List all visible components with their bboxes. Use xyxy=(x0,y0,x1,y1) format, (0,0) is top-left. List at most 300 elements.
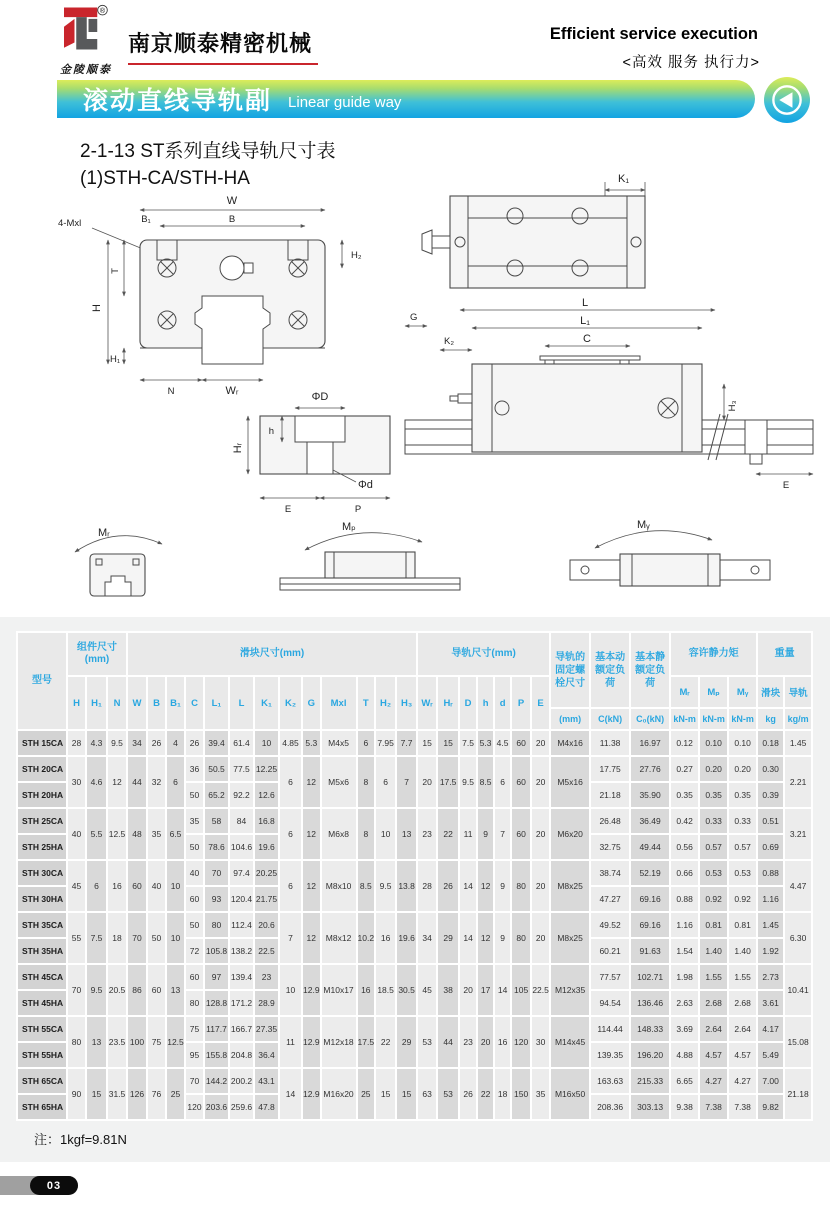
spec-cell: 49.52 xyxy=(591,913,629,937)
spec-cell: 20 xyxy=(532,757,549,807)
spec-cell: 303.13 xyxy=(631,1095,669,1119)
spec-cell: 23 xyxy=(418,809,436,859)
spec-cell: M6x8 xyxy=(322,809,356,859)
spec-cell: 215.33 xyxy=(631,1069,669,1093)
dim-label-n: N xyxy=(167,386,175,397)
spec-cell: 91.63 xyxy=(631,939,669,963)
spec-cell: 7.38 xyxy=(700,1095,727,1119)
dim-label-h: H xyxy=(91,304,103,312)
column-header: 型号 xyxy=(18,633,66,729)
banner-title-cn: 滚动直线导轨副 xyxy=(83,87,273,115)
spec-cell: 7.5 xyxy=(87,913,106,963)
spec-cell: 94.54 xyxy=(591,991,629,1015)
spec-cell: 80 xyxy=(512,861,530,911)
table-row xyxy=(18,965,811,989)
spec-cell: 26.48 xyxy=(591,809,629,833)
spec-cell: 1.45 xyxy=(758,913,783,937)
spec-cell: 53 xyxy=(418,1017,436,1067)
spec-cell: 12.25 xyxy=(255,757,278,781)
spec-cell: 34 xyxy=(128,731,146,755)
spec-cell: 9.38 xyxy=(671,1095,698,1119)
spec-cell: 28.9 xyxy=(255,991,278,1015)
spec-cell: 12.5 xyxy=(167,1017,184,1067)
spec-cell: 1.55 xyxy=(729,965,756,989)
spec-cell: 4 xyxy=(167,731,184,755)
section-banner xyxy=(57,80,755,118)
spec-cell: 21.18 xyxy=(591,783,629,807)
spec-panel xyxy=(0,617,830,1162)
spec-cell: 4.88 xyxy=(671,1043,698,1067)
spec-cell: 2.64 xyxy=(729,1017,756,1041)
spec-cell: 7.00 xyxy=(758,1069,783,1093)
spec-cell: 0.53 xyxy=(700,861,727,885)
spec-cell: 50 xyxy=(186,783,203,807)
spec-cell: 21.75 xyxy=(255,887,278,911)
spec-cell: 15 xyxy=(438,731,458,755)
spec-cell: 75 xyxy=(148,1017,165,1067)
column-group: 重量 xyxy=(758,633,811,675)
table-row xyxy=(18,757,811,781)
spec-cell: 0.12 xyxy=(671,731,698,755)
spec-cell: 0.33 xyxy=(700,809,727,833)
spec-cell: 0.39 xyxy=(758,783,783,807)
spec-cell: 77.5 xyxy=(230,757,253,781)
column-header: L xyxy=(230,677,253,729)
column-header: Wᵣ xyxy=(418,677,436,729)
model-cell: STH 35CA xyxy=(18,913,66,937)
spec-cell: 5.3 xyxy=(478,731,493,755)
model-cell: STH 45CA xyxy=(18,965,66,989)
spec-cell: 105 xyxy=(512,965,530,1015)
spec-cell: 60 xyxy=(512,809,530,859)
spec-cell: 6.30 xyxy=(785,913,811,963)
spec-cell: 23 xyxy=(255,965,278,989)
spec-cell: 78.6 xyxy=(205,835,228,859)
spec-cell: 20.6 xyxy=(255,913,278,937)
unit-header: C(kN) xyxy=(591,709,629,729)
spec-cell: 11 xyxy=(460,809,476,859)
spec-cell: 0.20 xyxy=(700,757,727,781)
spec-cell: 1.45 xyxy=(785,731,811,755)
spec-cell: 20 xyxy=(460,965,476,1015)
spec-cell: 0.35 xyxy=(671,783,698,807)
spec-cell: 43.1 xyxy=(255,1069,278,1093)
spec-cell: M10x17 xyxy=(322,965,356,1015)
spec-cell: 1.40 xyxy=(729,939,756,963)
spec-cell: 14 xyxy=(495,965,510,1015)
company-name: 南京顺泰精密机械 xyxy=(128,27,318,65)
spec-cell: 136.46 xyxy=(631,991,669,1015)
spec-cell: 10 xyxy=(376,809,395,859)
company-logo-icon xyxy=(54,4,116,60)
spec-cell: 20.5 xyxy=(108,965,126,1015)
column-header: d xyxy=(495,677,510,729)
spec-cell: M8x12 xyxy=(322,913,356,963)
spec-cell: 166.7 xyxy=(230,1017,253,1041)
model-cell: STH 20CA xyxy=(18,757,66,781)
spec-cell: 204.8 xyxy=(230,1043,253,1067)
column-header: H₁ xyxy=(87,677,106,729)
spec-cell: 13 xyxy=(87,1017,106,1067)
column-header: B₁ xyxy=(167,677,184,729)
spec-cell: M14x45 xyxy=(551,1017,589,1067)
spec-cell: 76 xyxy=(148,1069,165,1119)
spec-cell: 38.74 xyxy=(591,861,629,885)
spec-cell: 6 xyxy=(376,757,395,807)
spec-cell: 0.92 xyxy=(729,887,756,911)
spec-cell: M4x16 xyxy=(551,731,589,755)
spec-cell: 117.7 xyxy=(205,1017,228,1041)
spec-cell: 4.27 xyxy=(700,1069,727,1093)
column-header: Mₚ xyxy=(700,677,727,707)
spec-cell: 16 xyxy=(376,913,395,963)
spec-cell: 0.51 xyxy=(758,809,783,833)
column-header: K₁ xyxy=(255,677,278,729)
spec-cell: 13.8 xyxy=(397,861,416,911)
spec-cell: 7.7 xyxy=(397,731,416,755)
spec-cell: 22.5 xyxy=(255,939,278,963)
spec-cell: 15 xyxy=(376,1069,395,1119)
spec-cell: 53 xyxy=(438,1069,458,1119)
spec-cell: 3.69 xyxy=(671,1017,698,1041)
moment-label-mr: Mᵣ xyxy=(98,527,110,539)
model-cell: STH 65HA xyxy=(18,1095,66,1119)
spec-cell: 19.6 xyxy=(397,913,416,963)
back-arrow-icon xyxy=(767,80,807,120)
spec-cell: 0.42 xyxy=(671,809,698,833)
spec-cell: 49.44 xyxy=(631,835,669,859)
column-group: 组件尺寸(mm) xyxy=(68,633,126,675)
spec-cell: 4.57 xyxy=(729,1043,756,1067)
spec-cell: 60 xyxy=(512,757,530,807)
spec-cell: 5.3 xyxy=(303,731,320,755)
unit-header: C₀(kN) xyxy=(631,709,669,729)
spec-cell: 26 xyxy=(438,861,458,911)
spec-cell: 0.57 xyxy=(729,835,756,859)
spec-cell: 120 xyxy=(186,1095,203,1119)
model-cell: STH 15CA xyxy=(18,731,66,755)
column-group: 基本静额定负荷 xyxy=(631,633,669,707)
spec-cell: 12.9 xyxy=(303,1069,320,1119)
unit-header: kN-m xyxy=(729,709,756,729)
column-header: P xyxy=(512,677,530,729)
spec-cell: 75 xyxy=(186,1017,203,1041)
spec-cell: 44 xyxy=(128,757,146,807)
spec-cell: 97.4 xyxy=(230,861,253,885)
spec-cell: 126 xyxy=(128,1069,146,1119)
spec-cell: 0.18 xyxy=(758,731,783,755)
spec-cell: 70 xyxy=(205,861,228,885)
spec-cell: 50 xyxy=(186,913,203,937)
spec-cell: 6.65 xyxy=(671,1069,698,1093)
column-group: 导轨的固定螺栓尺寸 xyxy=(551,633,589,707)
section-title: 2-1-13 ST系列直线导轨尺寸表 xyxy=(80,141,336,162)
spec-table-body xyxy=(18,731,811,1119)
model-cell: STH 45HA xyxy=(18,991,66,1015)
spec-cell: 15 xyxy=(418,731,436,755)
spec-cell: 259.6 xyxy=(230,1095,253,1119)
spec-cell: 20 xyxy=(418,757,436,807)
model-cell: STH 30CA xyxy=(18,861,66,885)
spec-cell: 7.5 xyxy=(460,731,476,755)
spec-cell: M5x16 xyxy=(551,757,589,807)
spec-cell: 36 xyxy=(186,757,203,781)
slogan-en: Efficient service execution xyxy=(549,25,758,43)
spec-cell: 35 xyxy=(148,809,165,859)
spec-cell: 80 xyxy=(186,991,203,1015)
table-row xyxy=(18,913,811,937)
page-number-bar xyxy=(0,1176,78,1195)
moment-label-my: Mᵧ xyxy=(637,519,650,531)
logo-caption: 金陵顺泰 xyxy=(60,64,112,76)
spec-cell: 48 xyxy=(128,809,146,859)
spec-cell: 16.8 xyxy=(255,809,278,833)
column-group: 基本动额定负荷 xyxy=(591,633,629,707)
spec-cell: 112.4 xyxy=(230,913,253,937)
spec-cell: 13 xyxy=(397,809,416,859)
spec-cell: 95 xyxy=(186,1043,203,1067)
model-cell: STH 30HA xyxy=(18,887,66,911)
spec-cell: 60 xyxy=(186,887,203,911)
spec-cell: 18 xyxy=(108,913,126,963)
spec-cell: 0.33 xyxy=(729,809,756,833)
spec-cell: 35 xyxy=(186,809,203,833)
spec-cell: 163.63 xyxy=(591,1069,629,1093)
spec-cell: 45 xyxy=(418,965,436,1015)
spec-cell: 39.4 xyxy=(205,731,228,755)
spec-cell: 60.21 xyxy=(591,939,629,963)
spec-cell: 47.27 xyxy=(591,887,629,911)
spec-cell: 104.6 xyxy=(230,835,253,859)
spec-cell: 77.57 xyxy=(591,965,629,989)
column-header: W xyxy=(128,677,146,729)
spec-cell: 40 xyxy=(186,861,203,885)
unit-header: kg xyxy=(758,709,783,729)
spec-cell: 150 xyxy=(512,1069,530,1119)
column-header: Mᵧ xyxy=(729,677,756,707)
unit-header: kN-m xyxy=(700,709,727,729)
spec-cell: 10 xyxy=(167,861,184,911)
spec-cell: 35.90 xyxy=(631,783,669,807)
spec-cell: 9.5 xyxy=(87,965,106,1015)
spec-cell: 8.5 xyxy=(478,757,493,807)
spec-cell: 45 xyxy=(68,861,85,911)
spec-cell: 32 xyxy=(148,757,165,807)
spec-cell: 12.5 xyxy=(108,809,126,859)
spec-cell: 200.2 xyxy=(230,1069,253,1093)
spec-cell: 8 xyxy=(358,809,375,859)
spec-cell: 171.2 xyxy=(230,991,253,1015)
spec-cell: 21.18 xyxy=(785,1069,811,1119)
spec-cell: 105.8 xyxy=(205,939,228,963)
registered-mark: ® xyxy=(99,7,106,15)
spec-cell: 52.19 xyxy=(631,861,669,885)
spec-cell: 4.5 xyxy=(495,731,510,755)
spec-cell: 8 xyxy=(358,757,375,807)
table-row xyxy=(18,861,811,885)
spec-cell: 3.21 xyxy=(785,809,811,859)
column-header: G xyxy=(303,677,320,729)
spec-cell: 128.8 xyxy=(205,991,228,1015)
spec-cell: 97 xyxy=(205,965,228,989)
spec-cell: 7 xyxy=(495,809,510,859)
spec-cell: 86 xyxy=(128,965,146,1015)
spec-cell: 0.56 xyxy=(671,835,698,859)
dim-label-h2: H₂ xyxy=(351,250,362,261)
spec-cell: 29 xyxy=(397,1017,416,1067)
spec-cell: 40 xyxy=(68,809,85,859)
spec-cell: 40 xyxy=(148,861,165,911)
spec-cell: 29 xyxy=(438,913,458,963)
spec-cell: 4.3 xyxy=(87,731,106,755)
spec-cell: 10.41 xyxy=(785,965,811,1015)
spec-cell: 14 xyxy=(280,1069,301,1119)
spec-cell: 18 xyxy=(495,1069,510,1119)
table-note: 注：1kgf=9.81N xyxy=(34,1132,127,1147)
spec-cell: 7.38 xyxy=(729,1095,756,1119)
spec-cell: M12x35 xyxy=(551,965,589,1015)
spec-cell: 61.4 xyxy=(230,731,253,755)
spec-cell: 120.4 xyxy=(230,887,253,911)
spec-cell: 1.16 xyxy=(758,887,783,911)
spec-cell: 12 xyxy=(478,913,493,963)
spec-cell: 20 xyxy=(532,731,549,755)
spec-cell: 16.97 xyxy=(631,731,669,755)
spec-cell: 20.25 xyxy=(255,861,278,885)
spec-cell: 10 xyxy=(255,731,278,755)
spec-cell: 9.5 xyxy=(460,757,476,807)
dim-label-g: G xyxy=(410,312,418,323)
dim-label-w: W xyxy=(226,195,238,207)
spec-cell: 6 xyxy=(358,731,375,755)
spec-cell: 0.20 xyxy=(729,757,756,781)
banner-title-en: Linear guide way xyxy=(288,93,402,111)
spec-cell: 3.61 xyxy=(758,991,783,1015)
spec-cell: 0.30 xyxy=(758,757,783,781)
spec-cell: 26 xyxy=(148,731,165,755)
spec-cell: 80 xyxy=(512,913,530,963)
spec-cell: 16 xyxy=(108,861,126,911)
slogan-cn: <高效 服务 执行力> xyxy=(622,55,760,71)
spec-cell: 23.5 xyxy=(108,1017,126,1067)
spec-cell: 17.75 xyxy=(591,757,629,781)
spec-cell: 70 xyxy=(128,913,146,963)
spec-cell: 196.20 xyxy=(631,1043,669,1067)
column-header: h xyxy=(478,677,493,729)
spec-cell: 11 xyxy=(280,1017,301,1067)
spec-cell: 93 xyxy=(205,887,228,911)
table-row xyxy=(18,731,811,755)
spec-cell: 9.5 xyxy=(376,861,395,911)
spec-cell: M16x50 xyxy=(551,1069,589,1119)
spec-cell: 0.53 xyxy=(729,861,756,885)
back-button[interactable] xyxy=(764,77,810,123)
spec-cell: 14 xyxy=(460,913,476,963)
model-cell: STH 25HA xyxy=(18,835,66,859)
column-header: Mᵣ xyxy=(671,677,698,707)
spec-cell: 11.38 xyxy=(591,731,629,755)
spec-cell: 2.63 xyxy=(671,991,698,1015)
spec-cell: 16 xyxy=(358,965,375,1015)
spec-cell: 0.35 xyxy=(700,783,727,807)
page-number: 03 xyxy=(30,1176,78,1195)
spec-cell: 26 xyxy=(186,731,203,755)
unit-header: kg/m xyxy=(785,709,811,729)
dim-label-phid: Φd xyxy=(358,479,373,491)
model-cell: STH 20HA xyxy=(18,783,66,807)
spec-cell: 203.6 xyxy=(205,1095,228,1119)
dim-label-t: T xyxy=(110,268,121,274)
spec-cell: 26 xyxy=(460,1069,476,1119)
spec-cell: 4.85 xyxy=(280,731,301,755)
spec-cell: 15 xyxy=(87,1069,106,1119)
spec-cell: M5x6 xyxy=(322,757,356,807)
spec-cell: 12.9 xyxy=(303,1017,320,1067)
spec-cell: 0.57 xyxy=(700,835,727,859)
spec-cell: 47.8 xyxy=(255,1095,278,1119)
spec-cell: 22 xyxy=(376,1017,395,1067)
column-header: T xyxy=(358,677,375,729)
dim-label-phiD: ΦD xyxy=(311,391,329,403)
spec-cell: 65.2 xyxy=(205,783,228,807)
spec-cell: M8x25 xyxy=(551,913,589,963)
dimension-diagrams xyxy=(20,168,815,615)
spec-cell: 17 xyxy=(478,965,493,1015)
spec-cell: 20 xyxy=(532,809,549,859)
spec-cell: 16 xyxy=(495,1017,510,1067)
spec-cell: 20 xyxy=(532,913,549,963)
column-header: D xyxy=(460,677,476,729)
spec-cell: 30.5 xyxy=(397,965,416,1015)
spec-cell: 60 xyxy=(186,965,203,989)
dim-label-b: B xyxy=(228,214,236,225)
spec-cell: M16x20 xyxy=(322,1069,356,1119)
spec-cell: 20 xyxy=(478,1017,493,1067)
dim-label-l: L xyxy=(581,297,589,309)
spec-cell: 9 xyxy=(495,913,510,963)
spec-cell: 70 xyxy=(68,965,85,1015)
column-header: H₂ xyxy=(376,677,395,729)
spec-cell: 139.4 xyxy=(230,965,253,989)
model-cell: STH 55CA xyxy=(18,1017,66,1041)
spec-cell: 9 xyxy=(495,861,510,911)
dim-label-e2: E xyxy=(782,480,790,491)
spec-cell: 80 xyxy=(205,913,228,937)
spec-cell: 12 xyxy=(303,861,320,911)
spec-cell: 10 xyxy=(280,965,301,1015)
model-cell: STH 35HA xyxy=(18,939,66,963)
model-cell: STH 55HA xyxy=(18,1043,66,1067)
spec-cell: 27.76 xyxy=(631,757,669,781)
spec-cell: 12 xyxy=(303,913,320,963)
spec-cell: 12 xyxy=(478,861,493,911)
spec-cell: 58 xyxy=(205,809,228,833)
spec-cell: 102.71 xyxy=(631,965,669,989)
spec-cell: 17.5 xyxy=(358,1017,375,1067)
model-cell: STH 25CA xyxy=(18,809,66,833)
spec-cell: 0.10 xyxy=(729,731,756,755)
spec-cell: 10.2 xyxy=(358,913,375,963)
column-group: 容许静力矩 xyxy=(671,633,756,675)
spec-cell: 63 xyxy=(418,1069,436,1119)
table-row xyxy=(18,1017,811,1041)
spec-cell: 17.5 xyxy=(438,757,458,807)
spec-cell: 28 xyxy=(418,861,436,911)
unit-header: (mm) xyxy=(551,709,589,729)
spec-cell: 7 xyxy=(280,913,301,963)
unit-header: kN-m xyxy=(671,709,698,729)
spec-cell: 6 xyxy=(495,757,510,807)
